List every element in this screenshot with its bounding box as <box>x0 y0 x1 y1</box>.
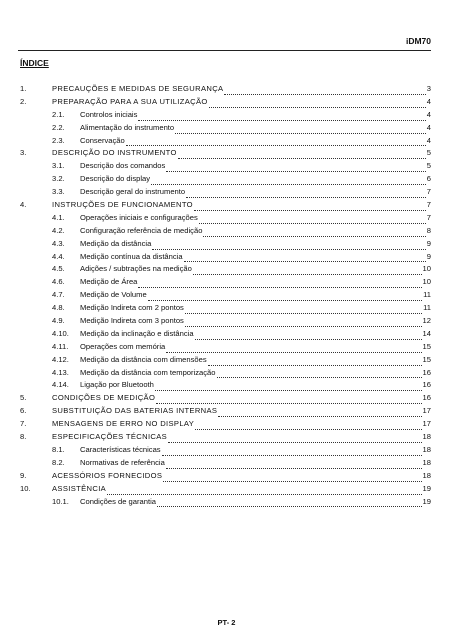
toc-dot-leader <box>185 313 422 314</box>
toc-entry[interactable] <box>20 484 431 497</box>
toc-entry-number: 2.2. <box>52 122 65 132</box>
toc-entry[interactable] <box>20 161 431 174</box>
toc-dot-leader <box>193 274 422 275</box>
toc-entry-number: 3.2. <box>52 174 65 184</box>
toc-entry[interactable] <box>20 136 431 149</box>
toc-dot-leader <box>203 236 425 237</box>
header-divider <box>18 50 431 51</box>
toc-dot-leader <box>155 390 422 391</box>
toc-entry[interactable] <box>20 458 431 471</box>
toc-entry-title: CONDIÇÕES DE MEDIÇÃO <box>52 393 156 403</box>
toc-entry-number: 4.5. <box>52 264 65 274</box>
toc-entry-number: 4.1. <box>52 212 65 222</box>
toc-dot-leader <box>185 326 422 327</box>
toc-entry-title: Operações iniciais e configurações <box>80 212 198 222</box>
toc-dot-leader <box>209 107 426 108</box>
toc-entry-title: Ligação por Bluetooth <box>80 380 154 390</box>
toc-entry[interactable] <box>20 303 431 316</box>
toc-entry-page: 9 <box>426 251 431 261</box>
toc-dot-leader <box>107 494 421 495</box>
toc-entry-page: 10 <box>422 264 431 274</box>
toc-dot-leader <box>195 339 422 340</box>
toc-heading: ÍNDICE <box>20 58 49 68</box>
toc-entry-number: 4.11. <box>52 341 69 351</box>
toc-dot-leader <box>194 210 426 211</box>
toc-entry-title: Alimentação do instrumento <box>80 122 175 132</box>
toc-entry-number: 4.4. <box>52 251 65 261</box>
toc-entry[interactable] <box>20 252 431 265</box>
toc-dot-leader <box>152 249 425 250</box>
toc-entry-page: 15 <box>422 341 431 351</box>
toc-dot-leader <box>199 223 426 224</box>
toc-dot-leader <box>148 300 422 301</box>
toc-entry[interactable] <box>20 471 431 484</box>
toc-entry-title: PREPARAÇÃO PARA A SUA UTILIZAÇÃO <box>52 96 208 106</box>
toc-entry-number: 4.14. <box>52 380 69 390</box>
toc-entry-page: 4 <box>426 96 431 106</box>
toc-entry-page: 4 <box>426 135 431 145</box>
toc-dot-leader <box>175 133 426 134</box>
toc-entry-page: 16 <box>422 380 431 390</box>
toc-dot-leader <box>163 481 421 482</box>
toc-entry-page: 17 <box>422 419 431 429</box>
toc-entry-title: MENSAGENS DE ERRO NO DISPLAY <box>52 419 195 429</box>
toc-entry-number: 8.1. <box>52 444 65 454</box>
toc-entry-number: 3.3. <box>52 187 65 197</box>
page-number: PT- 2 <box>217 618 236 627</box>
toc-entry-number: 8.2. <box>52 457 65 467</box>
toc-entry-title: ESPECIFICAÇÕES TÉCNICAS <box>52 432 168 442</box>
toc-entry-number: 2. <box>20 96 27 106</box>
toc-entry-title: Medição de Volume <box>80 290 147 300</box>
toc-entry-page: 10 <box>422 277 431 287</box>
toc-entry-page: 15 <box>422 354 431 364</box>
toc-entry[interactable] <box>20 329 431 342</box>
toc-entry-number: 9. <box>20 470 27 480</box>
toc-entry-number: 4.7. <box>52 290 65 300</box>
toc-entry-page: 7 <box>426 200 431 210</box>
toc-entry-number: 4.10. <box>52 328 69 338</box>
toc-entry-page: 16 <box>422 393 431 403</box>
toc-entry-title: INSTRUÇÕES DE FUNCIONAMENTO <box>52 200 193 210</box>
toc-dot-leader <box>157 506 422 507</box>
toc-entry-page: 4 <box>426 122 431 132</box>
toc-entry-page: 14 <box>422 328 431 338</box>
toc-entry-page: 11 <box>423 290 431 300</box>
toc-entry[interactable] <box>20 213 431 226</box>
toc-entry-page: 3 <box>426 84 431 93</box>
toc-entry[interactable] <box>20 342 431 355</box>
toc-dot-leader <box>208 365 422 366</box>
toc-entry[interactable] <box>20 97 431 110</box>
toc-entry-title: Medição da distância com dimensões <box>80 354 207 364</box>
toc-dot-leader <box>224 94 425 95</box>
toc-entry-number: 4.6. <box>52 277 65 287</box>
toc-entry-title: Descrição dos comandos <box>80 161 166 171</box>
toc-entry-number: 4.12. <box>52 354 69 364</box>
toc-entry-title: Normativas de referência <box>80 457 165 467</box>
toc-entry-title: Medição da inclinação e distância <box>80 328 194 338</box>
toc-entry[interactable] <box>20 406 431 419</box>
toc-entry-page: 7 <box>426 187 431 197</box>
toc-entry-title: DESCRIÇÃO DO INSTRUMENTO <box>52 148 177 158</box>
toc-dot-leader <box>166 171 426 172</box>
toc-entry-page: 18 <box>422 432 431 442</box>
toc-entry-title: Adições / subtrações na medição <box>80 264 192 274</box>
toc-entry-title: Operações com memória <box>80 341 166 351</box>
toc-entry-title: SUBSTITUIÇÃO DAS BATERIAS INTERNAS <box>52 406 218 416</box>
toc-entry-number: 3.1. <box>52 161 65 171</box>
toc-entry-number: 4.13. <box>52 367 69 377</box>
toc-entry-title: Medição Indireta com 3 pontos <box>80 316 184 326</box>
toc-entry-title: Condições de garantia <box>80 496 156 506</box>
toc-entry[interactable] <box>20 445 431 458</box>
toc-entry-page: 5 <box>426 161 431 171</box>
toc-entry-title: ACESSÓRIOS FORNECIDOS <box>52 470 163 480</box>
toc-dot-leader <box>126 145 426 146</box>
toc-entry[interactable] <box>20 497 431 510</box>
toc-entry-page: 6 <box>426 174 431 184</box>
toc-dot-leader <box>178 158 426 159</box>
toc-dot-leader <box>218 416 421 417</box>
toc-entry-title: PRECAUÇÕES E MEDIDAS DE SEGURANÇA <box>52 84 224 93</box>
toc-entry[interactable] <box>20 380 431 393</box>
toc-entry-number: 5. <box>20 393 27 403</box>
toc-entry-page: 12 <box>422 316 431 326</box>
toc-entry-page: 19 <box>422 483 431 493</box>
document-model-label: iDM70 <box>405 36 431 46</box>
toc-dot-leader <box>186 197 426 198</box>
toc-entry-title: Medição da distância <box>80 238 152 248</box>
toc-entry-title: Medição Indireta com 2 pontos <box>80 303 184 313</box>
toc-entry-number: 7. <box>20 419 27 429</box>
toc-entry-page: 7 <box>426 212 431 222</box>
toc-entry-number: 10.1. <box>52 496 69 506</box>
toc-dot-leader <box>166 468 422 469</box>
toc-entry-title: Medição da distância com temporização <box>80 367 216 377</box>
toc-entry-page: 11 <box>423 303 431 313</box>
toc-entry[interactable] <box>20 316 431 329</box>
toc-entry-page: 5 <box>426 148 431 158</box>
toc-entry-number: 4.3. <box>52 238 65 248</box>
toc-dot-leader <box>168 442 421 443</box>
toc-entry[interactable] <box>20 355 431 368</box>
toc-dot-leader <box>195 429 421 430</box>
toc-dot-leader <box>151 184 426 185</box>
toc-entry-number: 1. <box>20 84 27 93</box>
toc-entry-page: 19 <box>422 496 431 506</box>
toc-entry-title: Conservação <box>80 135 125 145</box>
toc-entry[interactable] <box>20 432 431 445</box>
toc-entry-page: 18 <box>422 444 431 454</box>
toc-entry[interactable] <box>20 226 431 239</box>
toc-entry[interactable] <box>20 419 431 432</box>
toc-dot-leader <box>138 120 425 121</box>
toc-entry-number: 2.1. <box>52 109 65 119</box>
toc-dot-leader <box>184 261 426 262</box>
toc-entry-title: Características técnicas <box>80 444 161 454</box>
toc-entry[interactable] <box>20 84 431 97</box>
toc-entry-page: 9 <box>426 238 431 248</box>
toc-entry[interactable] <box>20 148 431 161</box>
toc-entry[interactable] <box>20 123 431 136</box>
toc-entry-page: 18 <box>422 457 431 467</box>
toc-entry[interactable] <box>20 239 431 252</box>
toc-entry-number: 4.8. <box>52 303 65 313</box>
toc-entry[interactable] <box>20 277 431 290</box>
toc-entry-number: 10. <box>20 483 31 493</box>
toc-entry-page: 16 <box>422 367 431 377</box>
toc-entry-number: 8. <box>20 432 27 442</box>
toc-entry-page: 4 <box>426 109 431 119</box>
toc-entry-title: Configuração referência de medição <box>80 225 203 235</box>
toc-entry[interactable] <box>20 110 431 123</box>
toc-entry-number: 4.9. <box>52 316 65 326</box>
toc-entry-title: ASSISTÊNCIA <box>52 483 107 493</box>
toc-entry-number: 4.2. <box>52 225 65 235</box>
toc-dot-leader <box>166 352 421 353</box>
toc-entry[interactable] <box>20 393 431 406</box>
toc-entry-title: Medição contínua da distância <box>80 251 183 261</box>
toc-entry-number: 3. <box>20 148 27 158</box>
toc-dot-leader <box>217 377 422 378</box>
toc-dot-leader <box>138 287 421 288</box>
toc-dot-leader <box>162 455 422 456</box>
toc-entry-number: 2.3. <box>52 135 65 145</box>
toc-entry-page: 8 <box>426 225 431 235</box>
toc-entry-page: 17 <box>422 406 431 416</box>
toc-entry-page: 18 <box>422 470 431 480</box>
toc-entry-title: Descrição do display <box>80 174 151 184</box>
toc-entry-number: 4. <box>20 200 27 210</box>
toc-dot-leader <box>156 403 421 404</box>
toc-entry-title: Medição de Área <box>80 277 138 287</box>
toc-entry-number: 6. <box>20 406 27 416</box>
toc-entry-title: Controlos iniciais <box>80 109 138 119</box>
table-of-contents <box>20 84 431 509</box>
toc-entry[interactable] <box>20 368 431 381</box>
toc-entry[interactable] <box>20 200 431 213</box>
toc-entry[interactable] <box>20 187 431 200</box>
toc-entry[interactable] <box>20 264 431 277</box>
toc-entry[interactable] <box>20 174 431 187</box>
toc-entry[interactable] <box>20 290 431 303</box>
toc-entry-title: Descrição geral do instrumento <box>80 187 186 197</box>
